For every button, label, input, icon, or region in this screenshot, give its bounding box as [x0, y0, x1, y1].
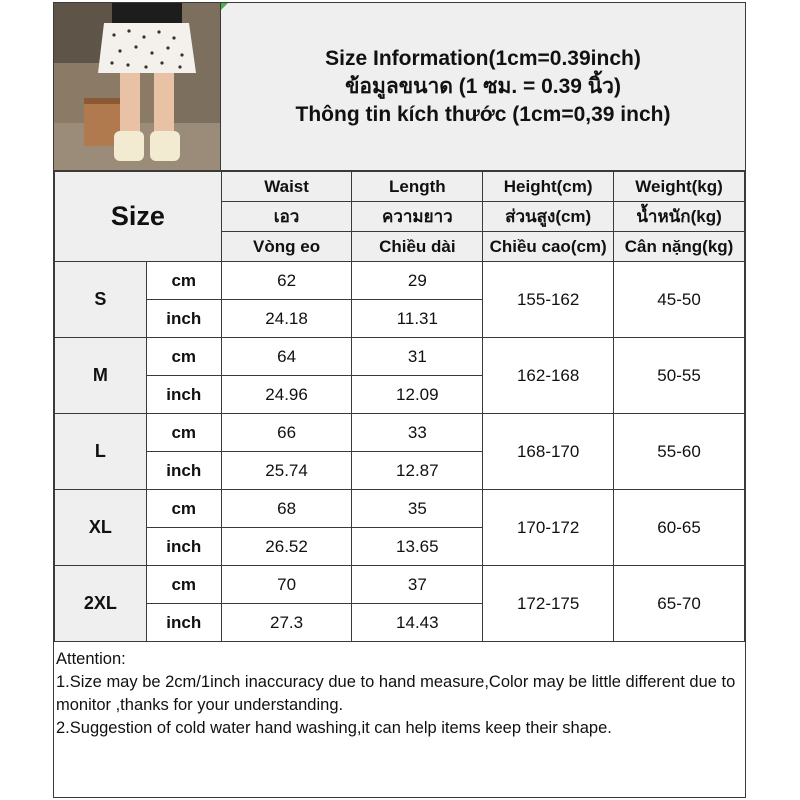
weight-m: 50-55 — [614, 338, 745, 414]
length-cm-m: 31 — [352, 338, 483, 376]
length-cm-s: 29 — [352, 262, 483, 300]
col-header-weight-th: น้ำหนัก(kg) — [614, 202, 745, 232]
unit-cm: cm — [146, 566, 221, 604]
waist-cm-2xl: 70 — [221, 566, 352, 604]
weight-s: 45-50 — [614, 262, 745, 338]
waist-inch-m: 24.96 — [221, 376, 352, 414]
height-m: 162-168 — [483, 338, 614, 414]
unit-cm: cm — [146, 262, 221, 300]
col-header-waist-en: Waist — [221, 172, 352, 202]
col-header-waist-vi: Vòng eo — [221, 232, 352, 262]
attention-note-2: 2.Suggestion of cold water hand washing,it can help items keep their shape. — [56, 719, 612, 737]
length-cm-xl: 35 — [352, 490, 483, 528]
length-inch-l: 12.87 — [352, 452, 483, 490]
height-2xl: 172-175 — [483, 566, 614, 642]
header-title-english: Size Information(1cm=0.39inch) — [325, 46, 641, 70]
size-table — [54, 171, 745, 642]
attention-title: Attention: — [56, 650, 126, 668]
col-header-weight-vi: Cân nặng(kg) — [614, 232, 745, 262]
waist-cm-xl: 68 — [221, 490, 352, 528]
col-header-height-en: Height(cm) — [483, 172, 614, 202]
corner-marker — [221, 3, 228, 10]
model-photo-illustration — [54, 3, 221, 171]
unit-inch: inch — [146, 528, 221, 566]
weight-xl: 60-65 — [614, 490, 745, 566]
attention-note-1: 1.Size may be 2cm/1inch inaccuracy due to hand measure,Color may be little different due to monitor ,thanks for your understanding. — [56, 673, 736, 714]
col-header-length-th: ความยาว — [352, 202, 483, 232]
length-inch-xl: 13.65 — [352, 528, 483, 566]
waist-inch-s: 24.18 — [221, 300, 352, 338]
header-title-vietnamese: Thông tin kích thước (1cm=0,39 inch) — [295, 102, 671, 126]
col-header-waist-th: เอว — [221, 202, 352, 232]
attention-notes — [56, 648, 744, 740]
weight-2xl: 65-70 — [614, 566, 745, 642]
length-inch-s: 11.31 — [352, 300, 483, 338]
height-l: 168-170 — [483, 414, 614, 490]
col-header-weight-en: Weight(kg) — [614, 172, 745, 202]
col-header-length-en: Length — [352, 172, 483, 202]
waist-cm-m: 64 — [221, 338, 352, 376]
waist-inch-xl: 26.52 — [221, 528, 352, 566]
height-xl: 170-172 — [483, 490, 614, 566]
unit-inch: inch — [146, 452, 221, 490]
weight-l: 55-60 — [614, 414, 745, 490]
unit-inch: inch — [146, 604, 221, 642]
unit-inch: inch — [146, 300, 221, 338]
product-photo — [54, 3, 221, 171]
length-cm-l: 33 — [352, 414, 483, 452]
size-header: Size — [55, 172, 222, 262]
unit-inch: inch — [146, 376, 221, 414]
waist-inch-2xl: 27.3 — [221, 604, 352, 642]
col-header-height-th: ส่วนสูง(cm) — [483, 202, 614, 232]
length-inch-2xl: 14.43 — [352, 604, 483, 642]
size-info-header — [221, 3, 745, 171]
waist-inch-l: 25.74 — [221, 452, 352, 490]
height-s: 155-162 — [483, 262, 614, 338]
size-label-s: S — [55, 262, 147, 338]
col-header-length-vi: Chiều dài — [352, 232, 483, 262]
size-label-m: M — [55, 338, 147, 414]
col-header-height-vi: Chiều cao(cm) — [483, 232, 614, 262]
waist-cm-s: 62 — [221, 262, 352, 300]
unit-cm: cm — [146, 414, 221, 452]
header-title-thai: ข้อมูลขนาด (1 ซม. = 0.39 นิ้ว) — [345, 74, 621, 98]
size-chart-sheet — [53, 2, 746, 798]
unit-cm: cm — [146, 490, 221, 528]
waist-cm-l: 66 — [221, 414, 352, 452]
length-cm-2xl: 37 — [352, 566, 483, 604]
size-label-xl: XL — [55, 490, 147, 566]
size-label-l: L — [55, 414, 147, 490]
size-label-2xl: 2XL — [55, 566, 147, 642]
length-inch-m: 12.09 — [352, 376, 483, 414]
unit-cm: cm — [146, 338, 221, 376]
